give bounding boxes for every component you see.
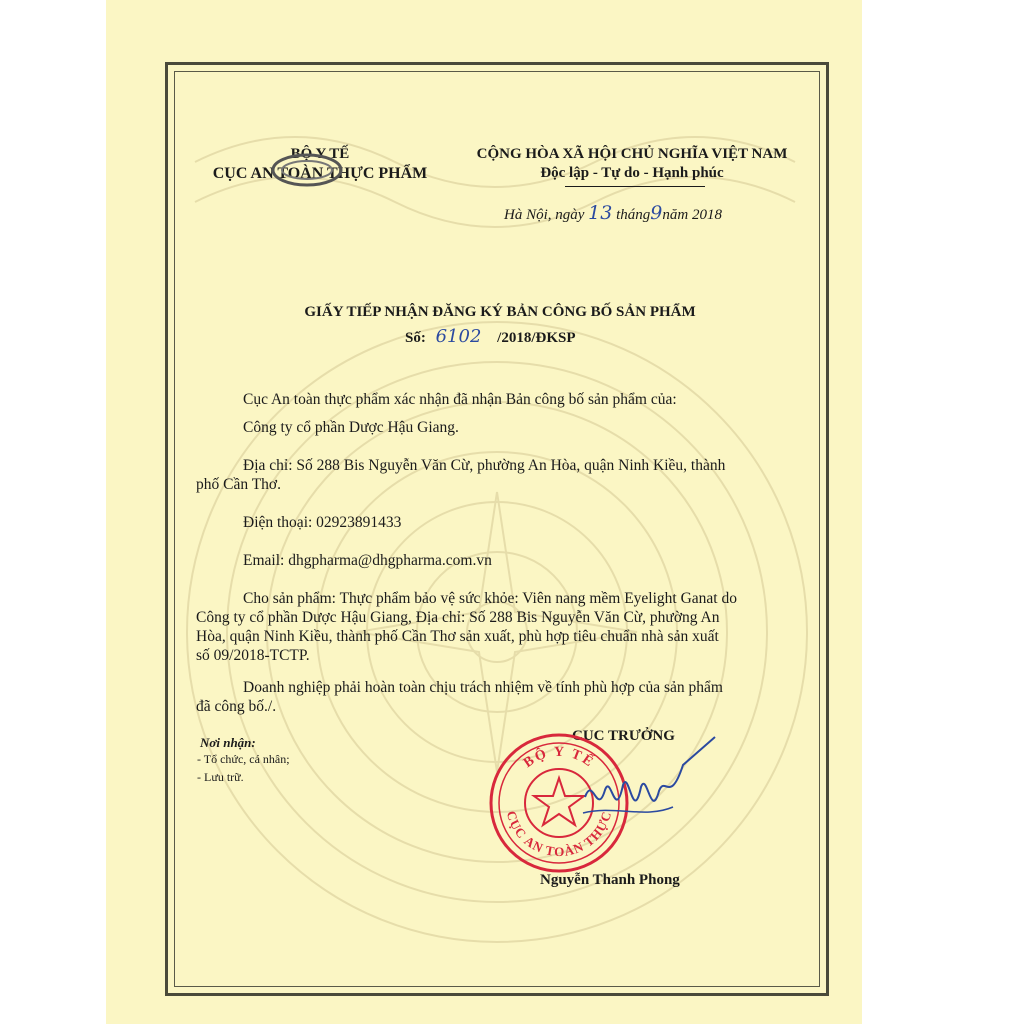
date-line xyxy=(504,202,722,224)
document-number xyxy=(405,326,576,347)
number-label: Số: xyxy=(405,330,426,346)
date-year: năm 2018 xyxy=(662,207,722,223)
intro-text: Cục An toàn thực phẩm xác nhận đã nhận Bản công bố sản phẩm của: xyxy=(243,391,677,408)
agency-name: CỤC AN TOÀN THỰC PHẨM xyxy=(212,165,428,182)
recipients-label: Nơi nhận: xyxy=(200,735,256,750)
document-title: GIẤY TIẾP NHẬN ĐĂNG KÝ BẢN CÔNG BỐ SẢN PHẨM xyxy=(304,304,696,320)
email-text: Email: dhgpharma@dhgpharma.com.vn xyxy=(243,552,492,569)
header-stamp-icon xyxy=(270,152,345,188)
date-month: 9 xyxy=(650,202,663,224)
responsibility-line-1: Doanh nghiệp phải hoàn toàn chịu trách nhiệm về tính phù hợp của sản phẩm xyxy=(243,679,723,696)
number-suffix: /2018/ĐKSP xyxy=(497,330,576,346)
address-line-2: phố Cần Thơ. xyxy=(196,476,281,493)
address-line-1: Địa chỉ: Số 288 Bis Nguyễn Văn Cừ, phường An Hòa, quận Ninh Kiều, thành xyxy=(243,457,726,474)
product-line-2: Công ty cổ phần Dược Hậu Giang, Địa chỉ: Số 288 Bis Nguyễn Văn Cừ, phường An xyxy=(196,609,720,626)
recipient-item: - Tổ chức, cá nhân; xyxy=(197,752,290,766)
product-line-3: Hòa, quận Ninh Kiều, thành phố Cần Thơ sản xuất, phù hợp tiêu chuẩn nhà sản xuất xyxy=(196,628,719,645)
phone-text: Điện thoại: 02923891433 xyxy=(243,514,402,531)
recipient-item: - Lưu trữ. xyxy=(197,770,244,784)
date-day: 13 xyxy=(588,202,613,224)
date-month-label: tháng xyxy=(616,207,651,223)
number-value: 6102 xyxy=(435,326,482,347)
company-name: Công ty cổ phần Dược Hậu Giang. xyxy=(243,419,459,436)
seal-bottom-text: CỤC AN TOÀN THỰC xyxy=(503,809,615,860)
product-line-4: số 09/2018-TCTP. xyxy=(196,647,310,664)
motto-underline xyxy=(565,186,705,187)
product-line-1: Cho sản phẩm: Thực phẩm bảo vệ sức khỏe: Viên nang mềm Eyelight Ganat do xyxy=(243,590,737,607)
republic-name: CỘNG HÒA XÃ HỘI CHỦ NGHĨA VIỆT NAM xyxy=(476,146,788,162)
ministry-name: BỘ Y TẾ xyxy=(290,146,350,162)
signer-position: CỤC TRƯỞNG xyxy=(572,728,675,744)
national-motto: Độc lập - Tự do - Hạnh phúc xyxy=(540,165,724,181)
signer-name: Nguyễn Thanh Phong xyxy=(540,872,680,888)
seal-top-text: BỘ Y TẾ xyxy=(521,744,597,772)
responsibility-line-2: đã công bố./. xyxy=(196,698,277,715)
date-prefix: Hà Nội, ngày xyxy=(504,207,585,223)
handwritten-signature xyxy=(575,735,725,845)
